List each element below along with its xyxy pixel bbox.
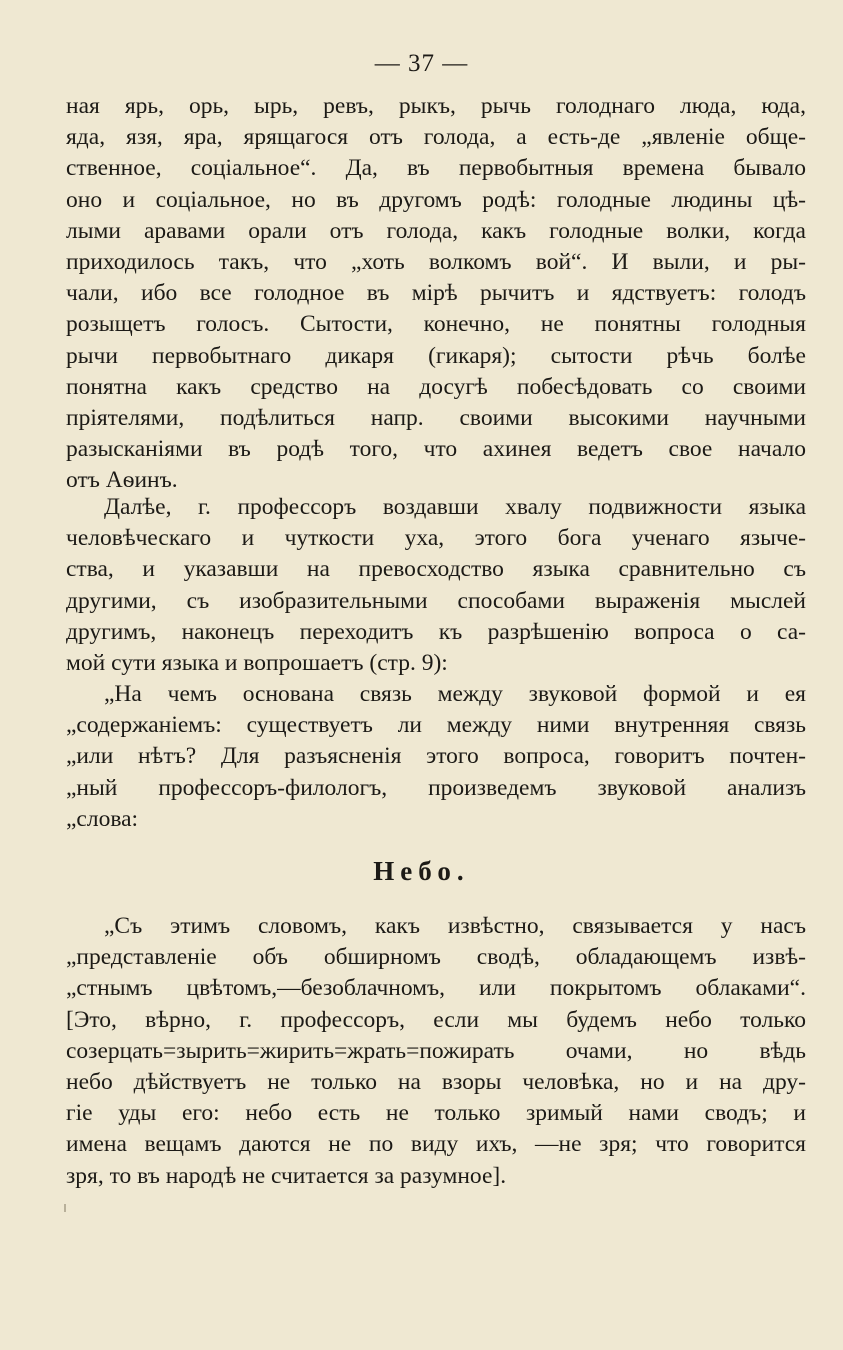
paragraph-4 bbox=[66, 911, 806, 1192]
page-number: — 37 — bbox=[374, 50, 469, 77]
text-line: небо дѣйствуетъ не только на взоры человѣка, но и на дру- bbox=[66, 1068, 806, 1095]
text-line: имена вещамъ даются не по виду ихъ, —не зря; что говорится bbox=[66, 1131, 806, 1158]
text-line: другими, съ изобразительными способами выраженія мыслей bbox=[66, 587, 806, 614]
text-line: „содержаніемъ: существуетъ ли между ними внутренняя связь bbox=[66, 712, 806, 739]
text-line: ственное, соціальное“. Да, въ первобытныя времена бывало bbox=[66, 155, 806, 182]
text-line: оно и соціальное, но въ другомъ родѣ: голодные людины цѣ- bbox=[66, 186, 806, 213]
text-line: понятна какъ средство на досугѣ побесѣдовать со своими bbox=[66, 373, 806, 400]
print-mark bbox=[64, 1204, 66, 1212]
text-line: [Это, вѣрно, г. профессоръ, если мы будемъ небо только bbox=[66, 1006, 806, 1033]
text-line: мой сути языка и вопрошаетъ (стр. 9): bbox=[66, 649, 448, 676]
paragraph-3 bbox=[66, 679, 806, 835]
text-line: „ный профессоръ-филологъ, произведемъ звуковой анализъ bbox=[66, 774, 806, 801]
text-line: гіе уды его: небо есть не только зримый нами сводъ; и bbox=[66, 1100, 806, 1127]
paragraph-2 bbox=[66, 492, 806, 679]
text-line: рычи первобытнаго дикаря (гикаря); сытости рѣчь болѣе bbox=[66, 342, 806, 369]
text-line: яда, язя, яра, ярящагося отъ голода, а есть-де „явленіе обще- bbox=[66, 124, 806, 151]
text-line: „На чемъ основана связь между звуковой формой и ея bbox=[104, 681, 806, 707]
text-line: пріятелями, подѣлиться напр. своими высокими научными bbox=[66, 404, 806, 431]
text-line: разысканіями въ родѣ того, что ахинея ведетъ свое начало bbox=[66, 436, 806, 463]
text-line: Далѣе, г. профессоръ воздавши хвалу подвижности языка bbox=[104, 494, 806, 520]
text-line: созерцать=зырить=жирить=жрать=пожирать очами, но вѣдь bbox=[66, 1037, 806, 1064]
text-line: другимъ, наконецъ переходитъ къ разрѣшенію вопроса о са- bbox=[66, 618, 806, 645]
paragraph-1 bbox=[66, 91, 806, 496]
text-line: „слова: bbox=[66, 805, 139, 832]
text-line: „стнымъ цвѣтомъ,—безоблачномъ, или покрытомъ облаками“. bbox=[66, 975, 806, 1002]
section-heading: Небо. bbox=[373, 856, 470, 886]
text-line: лыми аравами орали отъ голода, какъ голодные волки, когда bbox=[66, 217, 806, 244]
text-line: чали, ибо все голодное въ мірѣ рычитъ и ядствуетъ: голодъ bbox=[66, 280, 806, 307]
text-line: приходилось такъ, что „хоть волкомъ вой“. И выли, и ры- bbox=[66, 248, 806, 275]
text-line: ства, и указавши на превосходство языка сравнительно съ bbox=[66, 556, 806, 583]
text-line: „Съ этимъ словомъ, какъ извѣстно, связывается у насъ bbox=[104, 913, 806, 939]
text-line: ная ярь, орь, ырь, ревъ, рыкъ, рычь голоднаго люда, юда, bbox=[66, 93, 806, 119]
text-line: человѣческаго и чуткости уха, этого бога ученаго языче- bbox=[66, 525, 806, 552]
text-line: „или нѣтъ? Для разъясненія этого вопроса, говоритъ почтен- bbox=[66, 743, 806, 770]
text-line: отъ Аѳинъ. bbox=[66, 467, 178, 494]
text-line: розыщетъ голосъ. Сытости, конечно, не понятны голодныя bbox=[66, 311, 806, 338]
text-line: зря, то въ народѣ не считается за разумное]. bbox=[66, 1162, 507, 1189]
text-line: „представленіе объ обширномъ сводѣ, обладающемъ извѣ- bbox=[66, 944, 806, 971]
